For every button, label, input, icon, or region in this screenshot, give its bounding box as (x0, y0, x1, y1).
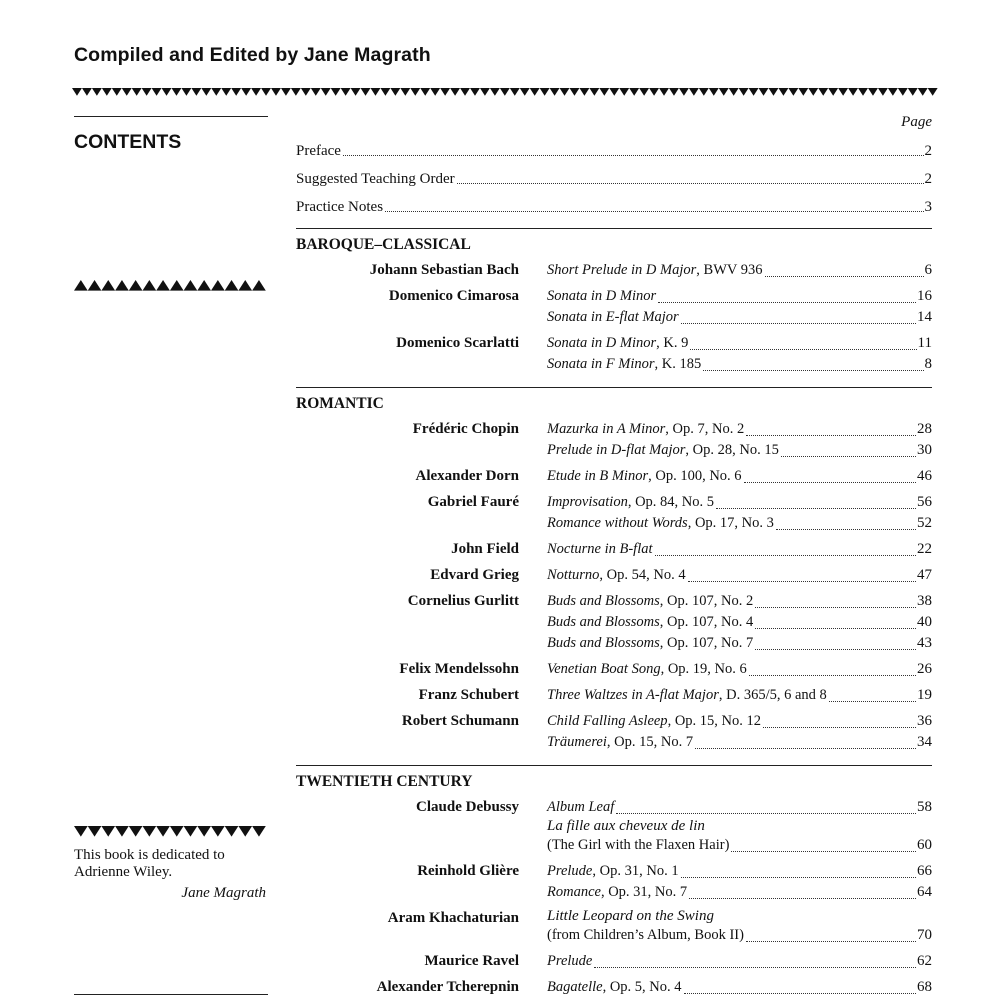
dot-leader (681, 323, 916, 324)
work-entry (547, 565, 932, 586)
work-title: Sonata in F Minor (547, 356, 655, 372)
section-title: ROMANTIC (296, 395, 384, 412)
work-title: Buds and Blossoms (547, 635, 660, 651)
dot-leader (765, 276, 924, 277)
work-line (547, 513, 932, 534)
dedication-line-1: This book is dedicated to (74, 847, 225, 863)
work-entry (547, 685, 932, 706)
composer-name: Claude Debussy (416, 799, 519, 815)
section-title: BAROQUE–CLASSICAL (296, 236, 471, 253)
work-line (547, 861, 932, 882)
composer-works (547, 466, 932, 487)
composer-name: Alexander Dorn (415, 468, 519, 484)
work-text (547, 612, 753, 633)
page-number: 2 (924, 143, 932, 159)
work-text (547, 732, 693, 753)
toc-sections (296, 228, 932, 998)
compiled-by-heading: Compiled and Edited by Jane Magrath (74, 44, 431, 66)
work-line (547, 925, 932, 946)
work-line (547, 591, 932, 612)
page-number: 58 (917, 799, 932, 815)
composer-name: Edvard Grieg (430, 567, 519, 583)
work-detail: , BWV 936 (696, 262, 763, 278)
work-title: Album Leaf (547, 799, 615, 815)
sidebar-bottom-rule (74, 994, 268, 995)
work-detail: , Op. 5, No. 4 (602, 979, 682, 995)
work-entry (547, 659, 932, 680)
work-text (547, 419, 744, 440)
work-title: Prelude (547, 863, 593, 879)
page-number: 56 (917, 494, 932, 510)
work-entry (547, 440, 932, 461)
work-text (547, 286, 656, 307)
page-number: 14 (917, 309, 932, 325)
work-line (547, 307, 932, 328)
work-line (547, 260, 932, 281)
work-text (547, 925, 744, 946)
section-divider (296, 765, 932, 766)
work-line (547, 882, 932, 903)
composer-name: Johann Sebastian Bach (369, 262, 519, 278)
work-text (547, 539, 653, 560)
work-line (547, 711, 932, 732)
composer-name: Reinhold Glière (417, 863, 519, 879)
work-title: Notturno (547, 567, 600, 583)
work-title: Nocturne in B-flat (547, 541, 653, 557)
composer-works (547, 659, 932, 680)
dedication-signature: Jane Magrath (181, 885, 266, 901)
dot-leader (695, 748, 916, 749)
page-number: 30 (917, 442, 932, 458)
work-text (547, 835, 729, 856)
work-text (547, 440, 779, 461)
composer-name: Maurice Ravel (424, 953, 519, 969)
page-number: 70 (917, 927, 932, 943)
dot-leader (655, 555, 916, 556)
work-title: Short Prelude in D Major (547, 262, 697, 278)
composer-entry (296, 591, 932, 654)
work-detail: , Op. 107, No. 4 (659, 614, 754, 630)
work-title: Venetian Boat Song (547, 661, 661, 677)
work-entry (547, 260, 932, 281)
composer-works (547, 286, 932, 328)
page-column-heading: Page (901, 114, 932, 130)
work-entry (547, 307, 932, 328)
composer-works (547, 260, 932, 281)
composer-entry (296, 908, 932, 946)
composer-works (547, 419, 932, 461)
work-line (547, 797, 932, 818)
composer-name: Cornelius Gurlitt (407, 593, 519, 609)
work-detail: , Op. 31, No. 1 (592, 863, 679, 879)
page-number: 52 (917, 515, 932, 531)
work-title: Sonata in E-flat Major (547, 309, 679, 325)
dot-leader (658, 302, 916, 303)
page-number: 36 (917, 713, 932, 729)
composer-name: Alexander Tcherepnin (376, 979, 519, 995)
page-number: 26 (917, 661, 932, 677)
dedication-line-2: Adrienne Wiley. (74, 864, 173, 880)
composer-works (547, 977, 932, 998)
composer-entry (296, 333, 932, 375)
composer-name: Domenico Cimarosa (388, 288, 519, 304)
dot-leader (746, 435, 916, 436)
work-detail: , K. 9 (656, 335, 689, 351)
work-detail: , Op. 107, No. 2 (659, 593, 754, 609)
composer-works (547, 591, 932, 654)
work-text (547, 797, 614, 818)
work-line (547, 333, 932, 354)
composer-works (547, 685, 932, 706)
work-text (547, 951, 592, 972)
work-entry (547, 333, 932, 354)
work-line (547, 286, 932, 307)
page-number: 16 (917, 288, 932, 304)
page-number: 47 (917, 567, 932, 583)
composer-name: Frédéric Chopin (412, 421, 519, 437)
work-line (547, 951, 932, 972)
work-text (547, 633, 753, 654)
work-entry (547, 711, 932, 732)
work-line (547, 354, 932, 375)
dot-leader (781, 456, 916, 457)
work-entry (547, 818, 932, 856)
work-detail: , K. 185 (654, 356, 702, 372)
composer-name: Robert Schumann (401, 713, 519, 729)
work-entry (547, 882, 932, 903)
work-text (547, 307, 679, 328)
composer-name: Domenico Scarlatti (396, 335, 519, 351)
work-title: Mazurka in A Minor (547, 421, 666, 437)
composer-entry (296, 797, 932, 856)
composer-works (547, 492, 932, 534)
composer-entry (296, 685, 932, 706)
work-title: Buds and Blossoms (547, 614, 660, 630)
section-divider (296, 228, 932, 229)
work-detail: (The Girl with the Flaxen Hair) (547, 837, 730, 853)
work-text (547, 711, 761, 732)
composer-works (547, 565, 932, 586)
page-number: 62 (917, 953, 932, 969)
work-title: Romance without Words (547, 515, 688, 531)
page-number: 40 (917, 614, 932, 630)
work-line (547, 492, 932, 513)
work-detail: , Op. 84, No. 5 (627, 494, 715, 510)
work-text (547, 466, 742, 487)
work-text (547, 260, 763, 281)
work-title: Sonata in D Minor (547, 288, 657, 304)
dot-leader (343, 155, 924, 156)
front-matter-row (296, 188, 932, 216)
work-entry (547, 286, 932, 307)
page-number: 38 (917, 593, 932, 609)
decorative-triangle-border (72, 88, 938, 96)
work-entry (547, 861, 932, 882)
work-entry (547, 908, 932, 946)
composer-name: Franz Schubert (418, 687, 519, 703)
dot-leader (755, 607, 916, 608)
decorative-triangle-row-up (74, 280, 266, 291)
dot-leader (731, 851, 916, 852)
work-entry (547, 419, 932, 440)
composer-entry (296, 286, 932, 328)
composer-works (547, 333, 932, 375)
composer-works (547, 951, 932, 972)
composer-entry (296, 539, 932, 560)
front-matter-row (296, 132, 932, 160)
page-number: 28 (917, 421, 932, 437)
work-text (547, 354, 701, 375)
work-line (547, 835, 932, 856)
composer-works (547, 908, 932, 946)
work-title: Three Waltzes in A-flat Major (547, 687, 719, 703)
work-line (547, 732, 932, 753)
front-matter-title: Practice Notes (296, 199, 384, 215)
work-line (547, 977, 932, 998)
work-entry (547, 977, 932, 998)
work-entry (547, 513, 932, 534)
dot-leader (716, 508, 916, 509)
front-matter-row (296, 160, 932, 188)
work-title: Träumerei (547, 734, 607, 750)
work-detail: (from Children’s Album, Book II) (547, 927, 744, 943)
work-detail: , Op. 107, No. 7 (659, 635, 754, 651)
work-title: Prelude (547, 953, 593, 969)
page-number: 11 (917, 335, 932, 351)
composer-works (547, 711, 932, 753)
composer-name: Aram Khachaturian (387, 910, 519, 926)
work-line (547, 440, 932, 461)
work-detail: , Op. 15, No. 7 (606, 734, 694, 750)
work-detail: , Op. 15, No. 12 (667, 713, 762, 729)
work-line (547, 633, 932, 654)
composer-entry (296, 951, 932, 972)
work-detail: , D. 365/5, 6 and 8 (718, 687, 827, 703)
page-number: 22 (917, 541, 932, 557)
work-entry (547, 492, 932, 513)
composer-name: Felix Mendelssohn (399, 661, 519, 677)
work-text (547, 492, 714, 513)
composer-name: John Field (451, 541, 519, 557)
work-line (547, 659, 932, 680)
work-text (547, 591, 753, 612)
work-title: Bagatelle (547, 979, 603, 995)
page-number: 64 (917, 884, 932, 900)
contents-heading: CONTENTS (74, 131, 182, 153)
work-detail: , Op. 31, No. 7 (600, 884, 688, 900)
work-detail: , Op. 17, No. 3 (687, 515, 774, 531)
work-detail: , Op. 7, No. 2 (665, 421, 745, 437)
section-title: TWENTIETH CENTURY (296, 773, 473, 790)
work-text (547, 685, 827, 706)
work-line (547, 466, 932, 487)
composer-entry (296, 565, 932, 586)
work-title: Improvisation (547, 494, 628, 510)
dot-leader (763, 727, 916, 728)
composer-works (547, 797, 932, 856)
work-detail: , Op. 100, No. 6 (648, 468, 742, 484)
front-matter-title: Preface (296, 143, 341, 159)
work-text (547, 861, 679, 882)
work-text (547, 565, 686, 586)
work-entry (547, 539, 932, 560)
dot-leader (703, 370, 923, 371)
decorative-triangle-row-down (74, 826, 266, 837)
work-line (547, 685, 932, 706)
work-text (547, 659, 747, 680)
work-entry (547, 466, 932, 487)
dot-leader (689, 898, 916, 899)
work-title: Prelude in D-flat Major (547, 442, 686, 458)
work-entry (547, 951, 932, 972)
table-of-contents (296, 112, 932, 998)
composer-entry (296, 419, 932, 461)
composer-works (547, 861, 932, 903)
dot-leader (746, 941, 916, 942)
page-number: 2 (924, 171, 932, 187)
work-entry (547, 612, 932, 633)
dot-leader (681, 877, 916, 878)
page-number: 19 (917, 687, 932, 703)
composer-entry (296, 260, 932, 281)
composer-entry (296, 466, 932, 487)
contents-rule (74, 116, 268, 117)
work-line (547, 419, 932, 440)
composer-works (547, 539, 932, 560)
page-number: 68 (917, 979, 932, 995)
dot-leader (457, 183, 924, 184)
work-title-line: La fille aux cheveux de lin (547, 818, 705, 834)
work-title: Romance (547, 884, 601, 900)
composer-entry (296, 492, 932, 534)
work-text (547, 513, 774, 534)
dot-leader (755, 628, 916, 629)
work-title: Sonata in D Minor (547, 335, 657, 351)
dot-leader (690, 349, 916, 350)
work-line (547, 539, 932, 560)
dot-leader (776, 529, 916, 530)
page-number: 8 (924, 356, 932, 372)
work-title: Etude in B Minor (547, 468, 649, 484)
page-number: 60 (917, 837, 932, 853)
work-line (547, 612, 932, 633)
work-entry (547, 633, 932, 654)
work-title: Child Falling Asleep (547, 713, 668, 729)
dot-leader (594, 967, 916, 968)
page-number: 6 (924, 262, 932, 278)
dot-leader (749, 675, 916, 676)
composer-entry (296, 659, 932, 680)
work-entry (547, 797, 932, 818)
composer-entry (296, 711, 932, 753)
section-divider (296, 387, 932, 388)
composer-entry (296, 977, 932, 998)
dedication-note (74, 847, 270, 902)
work-detail: , Op. 54, No. 4 (599, 567, 686, 583)
work-detail: , Op. 19, No. 6 (660, 661, 747, 677)
work-title-line: Little Leopard on the Swing (547, 908, 714, 924)
page-number: 34 (917, 734, 932, 750)
dot-leader (385, 211, 923, 212)
dot-leader (616, 813, 916, 814)
work-text (547, 977, 682, 998)
composer-name: Gabriel Fauré (427, 494, 519, 510)
work-title: Buds and Blossoms (547, 593, 660, 609)
dot-leader (684, 993, 916, 994)
dot-leader (744, 482, 916, 483)
work-line (547, 565, 932, 586)
work-entry (547, 354, 932, 375)
composer-entry (296, 861, 932, 903)
dot-leader (755, 649, 916, 650)
page-number: 43 (917, 635, 932, 651)
work-entry (547, 732, 932, 753)
page-number: 46 (917, 468, 932, 484)
dot-leader (688, 581, 916, 582)
work-text (547, 882, 687, 903)
page-number: 3 (924, 199, 932, 215)
work-detail: , Op. 28, No. 15 (685, 442, 779, 458)
work-text (547, 333, 688, 354)
front-matter-list (296, 132, 932, 216)
page-number: 66 (917, 863, 932, 879)
dot-leader (829, 701, 916, 702)
work-entry (547, 591, 932, 612)
front-matter-title: Suggested Teaching Order (296, 171, 455, 187)
